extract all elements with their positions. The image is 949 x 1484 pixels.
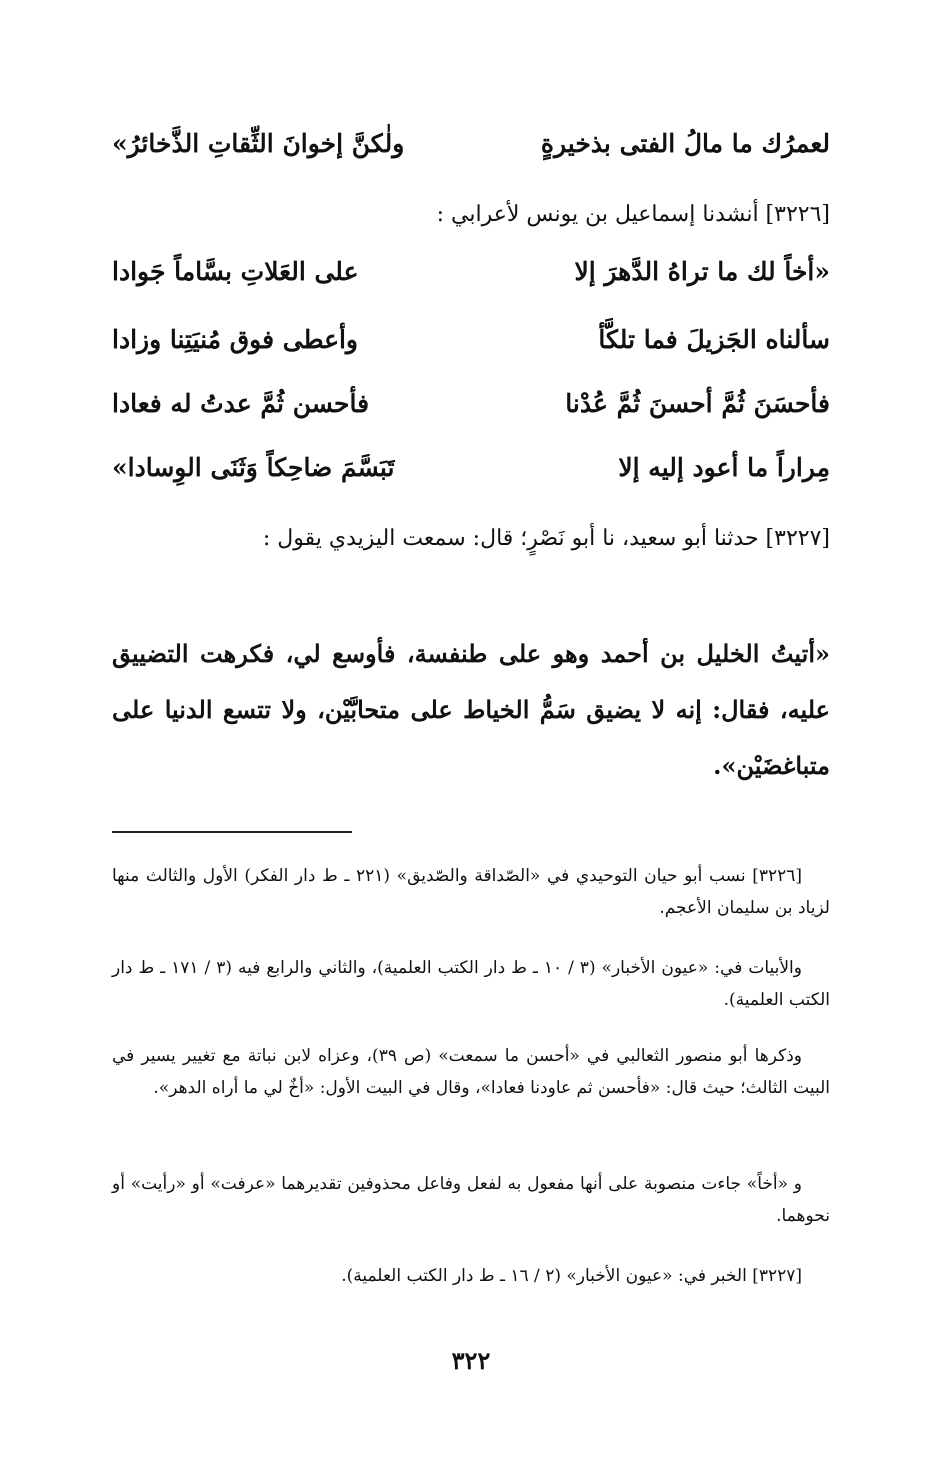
book-page — [112, 0, 830, 1484]
verse-line — [112, 442, 830, 494]
verse-second-hemistich: وأعطى فوق مُنيَتِنا وزادا — [112, 325, 359, 354]
page-number: ٣٢٢ — [451, 1346, 491, 1375]
verse-second-hemistich: فأحسن ثُمَّ عدتُ له فعادا — [112, 389, 370, 418]
verse-second-hemistich: ولٰكنَّ إخوانَ الثِّقاتِ الذَّخائرُ» — [112, 129, 405, 158]
footnote-text: والأبيات في: «عيون الأخبار» (٣ / ١٠ ـ ط دار الكتب العلمية)، والثاني والرابع فيه (٣ / ١٧١ ـ ط دار الكتب العلمية). — [112, 958, 830, 1010]
verse-line — [112, 314, 830, 366]
footnote — [112, 860, 830, 924]
verse-line — [112, 378, 830, 430]
footnote — [112, 1168, 830, 1232]
verse-first-hemistich: «أخاً لك ما تراهُ الدَّهرَ إلا — [574, 257, 830, 286]
footnote-text: [٣٢٢٦] نسب أبو حيان التوحيدي في «الصّداقة والصّديق» (٢٢١ ـ ط دار الفكر) الأول والثالث منها لزياد بن سليمان الأعجم. — [112, 866, 830, 918]
verse-first-hemistich: مِراراً ما أعود إليه إلا — [618, 453, 830, 482]
report-3226-intro: [٣٢٢٦] أنشدنا إسماعيل بن يونس لأعرابي : — [436, 202, 830, 227]
verse-line — [112, 246, 830, 298]
verse-second-hemistich: على العَلاتِ بسَّاماً جَوادا — [112, 257, 359, 286]
verse-first-hemistich: لعمرُك ما مالُ الفتى بذخيرةٍ — [540, 129, 830, 158]
footnote-separator — [112, 831, 352, 833]
footnote — [112, 952, 830, 1016]
footnote-text: و «أخاً» جاءت منصوبة على أنها مفعول به لفعل وفاعل محذوفين تقديرهما «عرفت» أو «رأيت» أو نحوهما. — [112, 1174, 830, 1226]
verse-first-hemistich: سألناه الجَزيلَ فما تلكَّأ — [598, 325, 830, 354]
footnote — [112, 1260, 830, 1292]
verse-line — [112, 118, 830, 170]
narrative-quote: «أتيتُ الخليل بن أحمد وهو على طنفسة، فأوسع لي، فكرهت التضييق عليه، فقال: إنه لا يضيق سَمُّ الخياط على متحابَّيْن، ولا تتسع الدنيا على متباغضَيْن». — [112, 639, 830, 780]
report-3227-intro: [٣٢٢٧] حدثنا أبو سعيد، نا أبو نَصْرٍ؛ قال: سمعت اليزيدي يقول : — [262, 526, 830, 551]
footnote-text: [٣٢٢٧] الخبر في: «عيون الأخبار» (٢ / ١٦ ـ ط دار الكتب العلمية). — [341, 1266, 802, 1286]
verse-second-hemistich: تَبَسَّمَ ضاحِكاً وَثَنَى الوِسادا» — [112, 453, 395, 482]
verse-first-hemistich: فأحسَنَ ثُمَّ أحسنَ ثُمَّ عُدْنا — [565, 389, 830, 418]
footnote-text: وذكرها أبو منصور الثعالبي في «أحسن ما سمعت» (ص ٣٩)، وعزاه لابن نباتة مع تغيير يسير في البيت الثالث؛ حيث قال: «فأحسن ثم عاودنا فعادا»، وقال في البيت الأول: «أخٌ لي ما أراه الدهر». — [112, 1046, 830, 1098]
footnote — [112, 1040, 830, 1104]
